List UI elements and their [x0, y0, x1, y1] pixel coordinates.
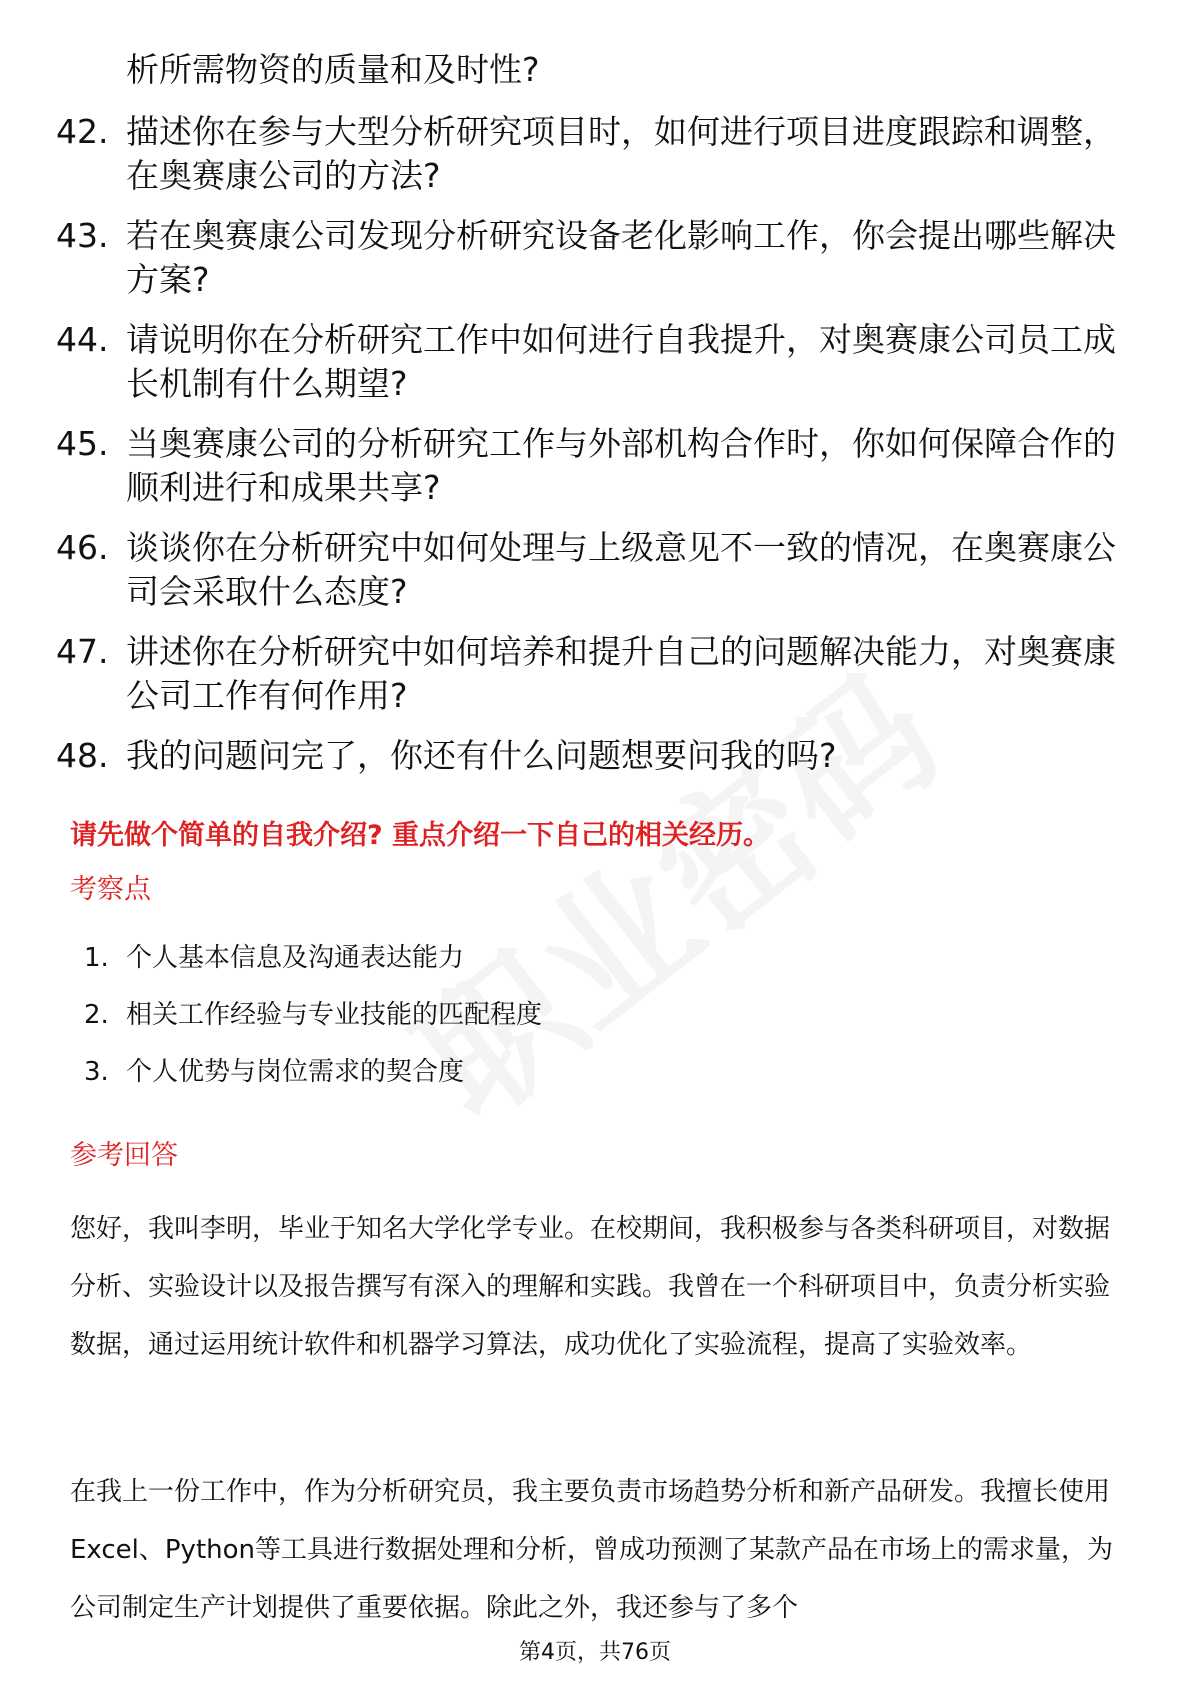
question-number: 44.: [56, 320, 109, 359]
question-text: 讲述你在分析研究中如何培养和提升自己的问题解决能力，对奥赛康公司工作有何作用?: [126, 632, 1116, 715]
reference-answer-heading: 参考回答: [70, 1140, 178, 1171]
question-text: 请说明你在分析研究工作中如何进行自我提升，对奥赛康公司员工成长机制有什么期望?: [126, 320, 1116, 403]
question-item: [56, 422, 1126, 510]
question-number: 42.: [56, 112, 109, 151]
question-item: [56, 214, 1126, 302]
page-footer: 第4页，共76页: [519, 1640, 671, 1665]
question-text: 若在奥赛康公司发现分析研究设备老化影响工作，你会提出哪些解决方案?: [126, 216, 1116, 299]
question-number: 45.: [56, 424, 109, 463]
list-item-text: 个人优势与岗位需求的契合度: [126, 1057, 465, 1087]
question-item: [56, 48, 1126, 92]
list-item: [84, 1054, 984, 1090]
list-item-text: 个人基本信息及沟通表达能力: [126, 943, 465, 973]
question-item: [56, 630, 1126, 718]
question-list: [56, 48, 1126, 794]
list-item: [84, 997, 984, 1033]
question-item: [56, 318, 1126, 406]
question-text: 谈谈你在分析研究中如何处理与上级意见不一致的情况，在奥赛康公司会采取什么态度?: [126, 528, 1116, 611]
question-number: 47.: [56, 632, 109, 671]
list-item-number: 2.: [84, 1000, 109, 1030]
question-text: 我的问题问完了，你还有什么问题想要问我的吗?: [126, 736, 837, 775]
list-item: [84, 940, 984, 976]
answer-paragraph: 您好，我叫李明，毕业于知名大学化学专业。在校期间，我积极参与各类科研项目，对数据分析、实验设计以及报告撰写有深入的理解和实践。我曾在一个科研项目中，负责分析实验数据，通过运用统计软件和机器学习算法，成功优化了实验流程，提高了实验效率。: [70, 1214, 1111, 1360]
question-text: 描述你在参与大型分析研究项目时，如何进行项目进度跟踪和调整，在奥赛康公司的方法?: [126, 112, 1116, 195]
list-item-text: 相关工作经验与专业技能的匹配程度: [126, 1000, 543, 1030]
question-item: [56, 110, 1126, 198]
list-item-number: 3.: [84, 1057, 109, 1087]
examine-points-list: [84, 940, 984, 1111]
answer-paragraph: 在我上一份工作中，作为分析研究员，我主要负责市场趋势分析和新产品研发。我擅长使用Excel、Python等工具进行数据处理和分析，曾成功预测了某款产品在市场上的需求量，为公司制定生产计划提供了重要依据。除此之外，我还参与了多个: [70, 1477, 1113, 1623]
examine-points-heading: 考察点: [70, 874, 151, 905]
question-text: 析所需物资的质量和及时性?: [126, 50, 540, 89]
question-number: 43.: [56, 216, 109, 255]
question-number: 46.: [56, 528, 109, 567]
question-item: [56, 734, 1126, 778]
question-heading: 请先做个简单的自我介绍? 重点介绍一下自己的相关经历。: [70, 820, 771, 851]
question-item: [56, 526, 1126, 614]
question-text: 当奥赛康公司的分析研究工作与外部机构合作时，你如何保障合作的顺利进行和成果共享?: [126, 424, 1116, 507]
question-number: 48.: [56, 736, 109, 775]
list-item-number: 1.: [84, 943, 109, 973]
